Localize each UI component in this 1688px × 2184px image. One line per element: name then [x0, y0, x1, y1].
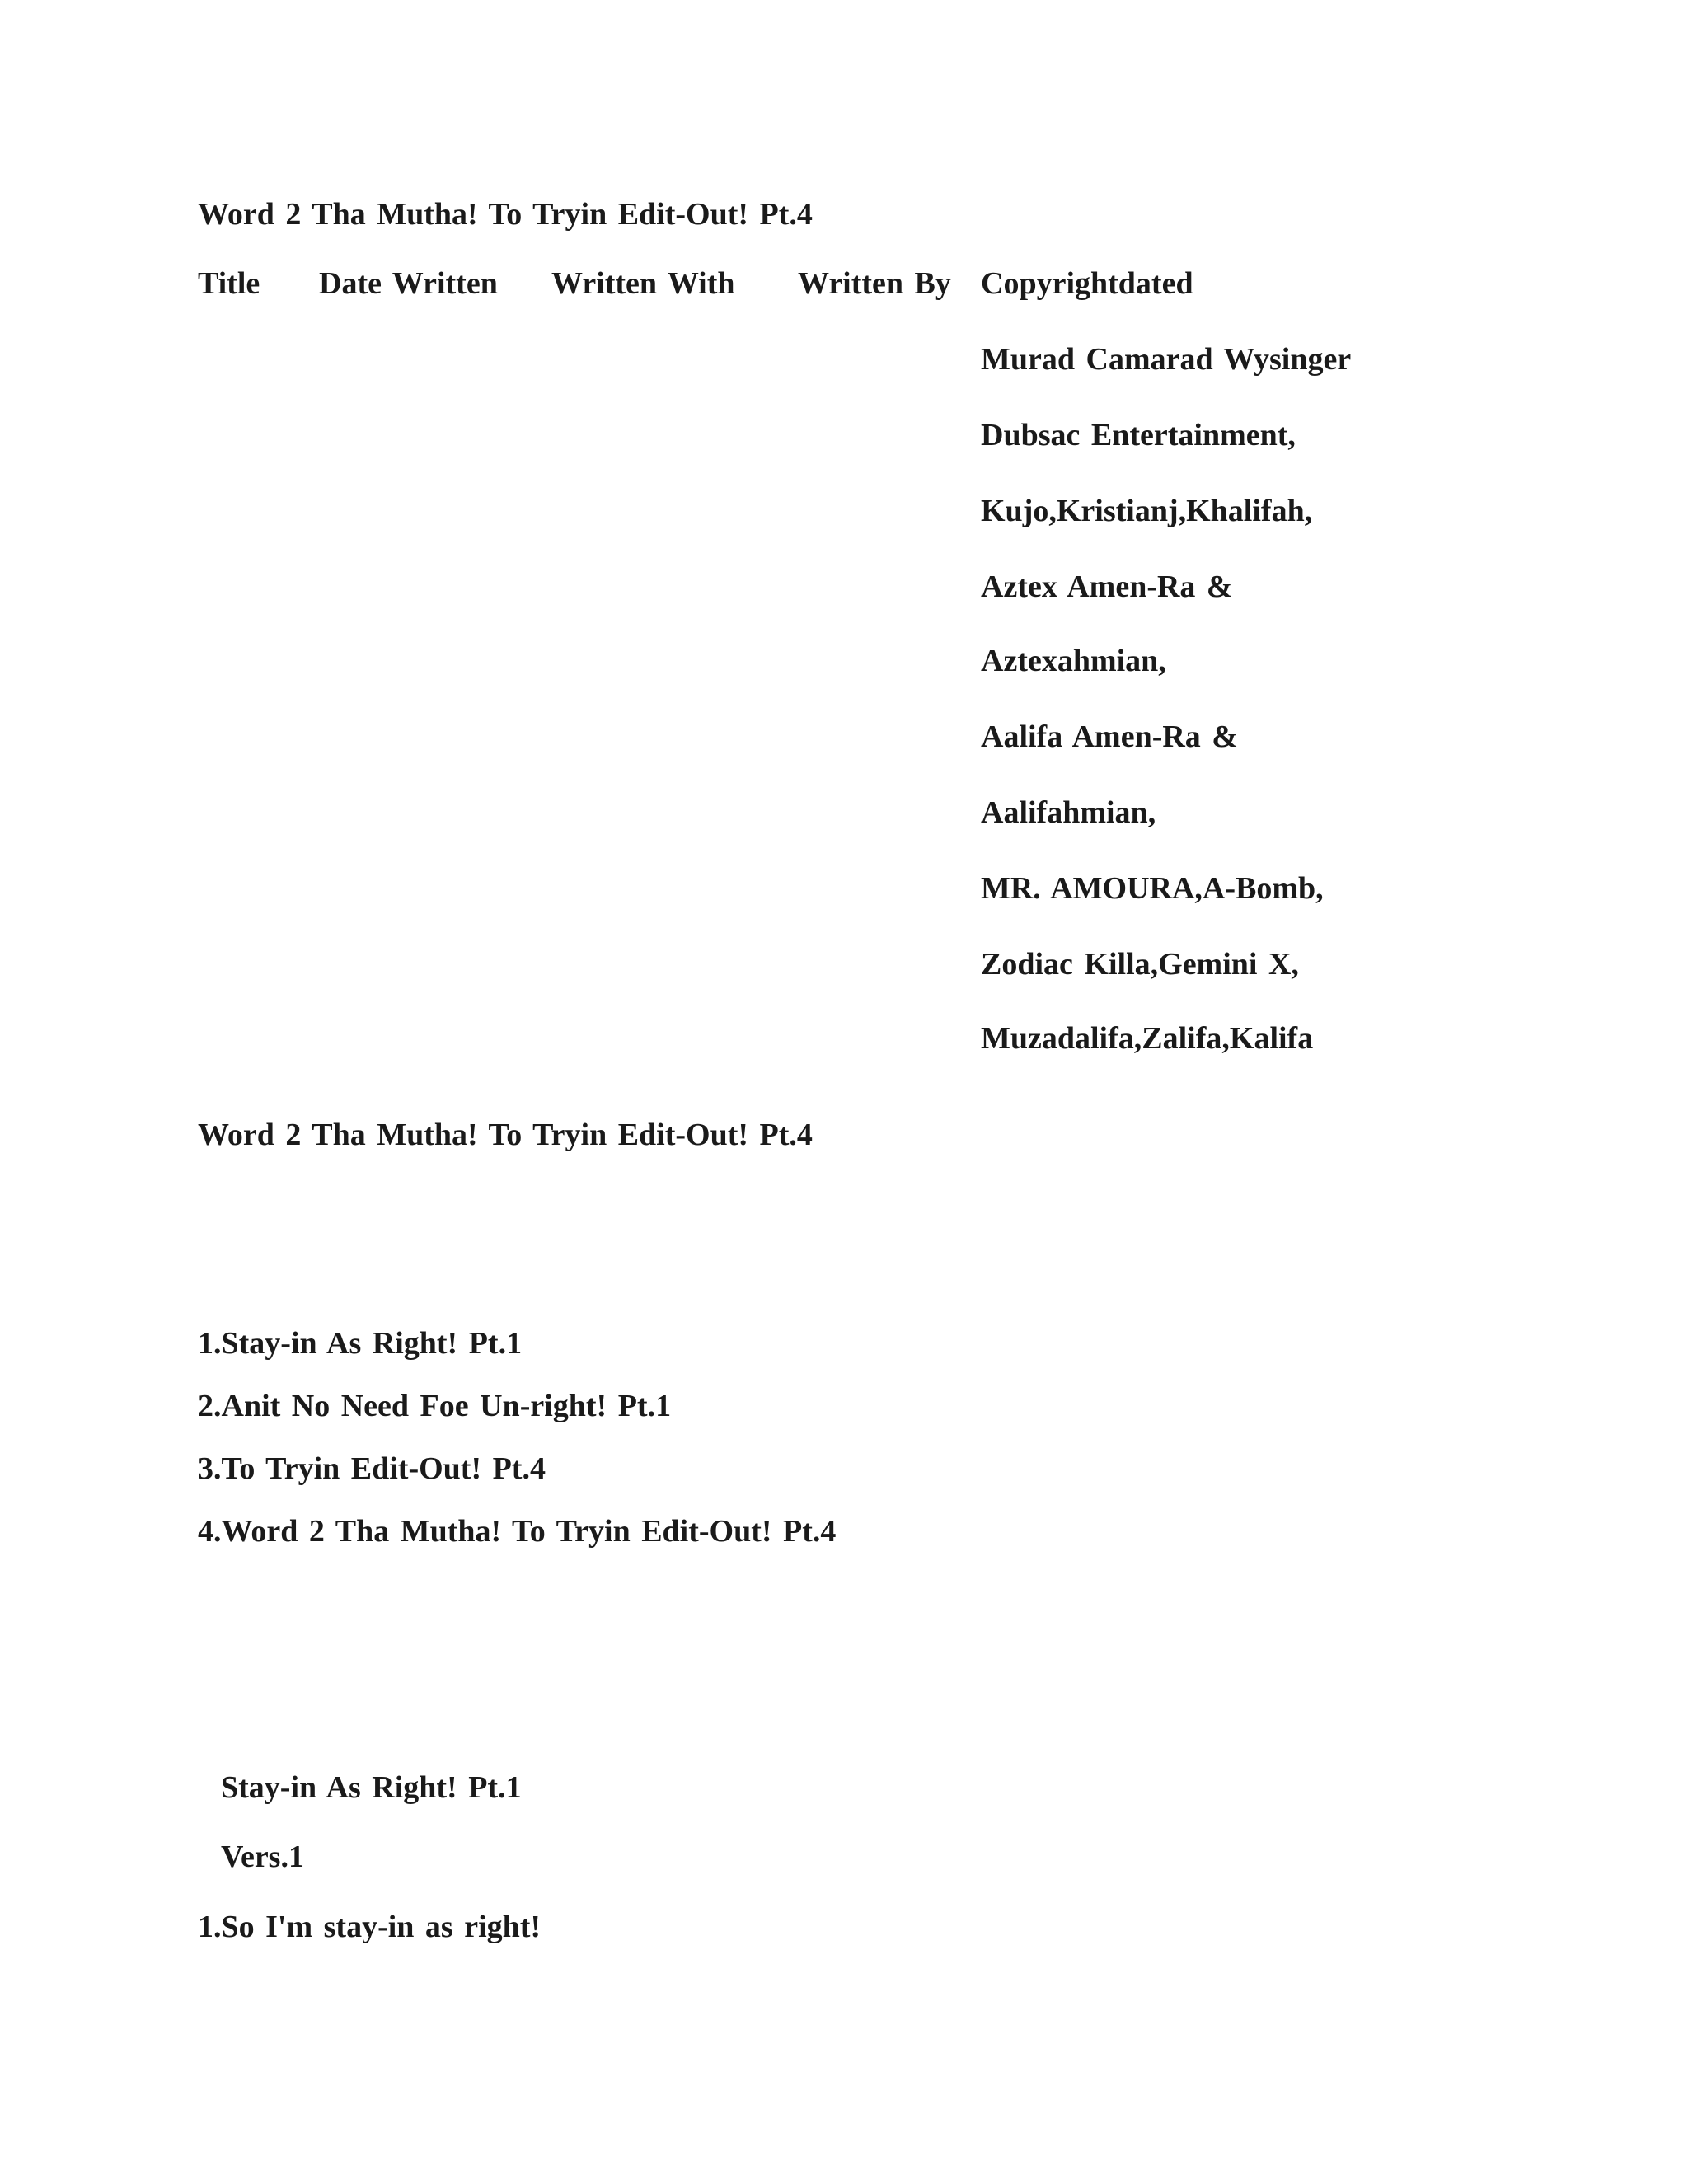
- credit-line: MR. AMOURA,A-Bomb,: [981, 871, 1324, 906]
- credit-line: Aztex Amen-Ra &: [981, 569, 1233, 604]
- credit-line: Zodiac Killa,Gemini X,: [981, 947, 1299, 982]
- column-written-by: Written By: [798, 266, 951, 301]
- credit-line: Kujo,Kristianj,Khalifah,: [981, 494, 1313, 528]
- credit-line: Murad Camarad Wysinger: [981, 342, 1352, 377]
- credit-line: Muzadalifa,Zalifa,Kalifa: [981, 1021, 1314, 1056]
- credit-line: Aztexahmian,: [981, 644, 1166, 678]
- column-date-written: Date Written: [319, 266, 498, 301]
- column-copyright: Copyrightdated: [981, 266, 1193, 301]
- document-subheading: Word 2 Tha Mutha! To Tryin Edit-Out! Pt.4: [198, 1118, 813, 1152]
- contents-item: 2.Anit No Need Foe Un-right! Pt.1: [198, 1389, 672, 1423]
- credit-line: Aalifahmian,: [981, 795, 1156, 830]
- lyric-line: 1.So I'm stay-in as right!: [198, 1910, 542, 1944]
- document-heading: Word 2 Tha Mutha! To Tryin Edit-Out! Pt.4: [198, 197, 813, 232]
- column-written-with: Written With: [551, 266, 735, 301]
- credit-line: Aalifa Amen-Ra &: [981, 719, 1238, 754]
- song-title: Stay-in As Right! Pt.1: [221, 1770, 522, 1805]
- verse-label: Vers.1: [221, 1840, 304, 1874]
- contents-item: 3.To Tryin Edit-Out! Pt.4: [198, 1451, 546, 1486]
- column-title: Title: [198, 266, 260, 301]
- contents-item: 4.Word 2 Tha Mutha! To Tryin Edit-Out! Pt.4: [198, 1514, 837, 1549]
- contents-item: 1.Stay-in As Right! Pt.1: [198, 1326, 523, 1361]
- credit-line: Dubsac Entertainment,: [981, 418, 1296, 452]
